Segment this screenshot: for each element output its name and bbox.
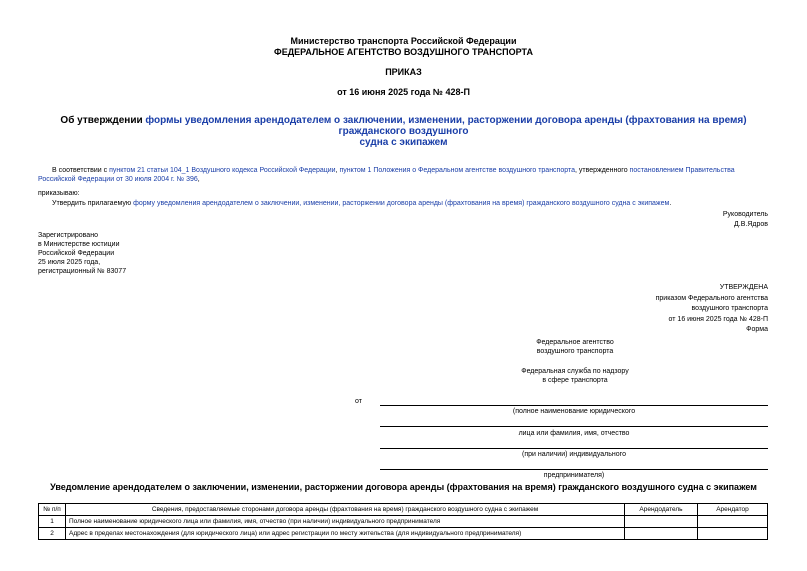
from-hint-1: (полное наименование юридического (512, 408, 636, 415)
lessor-cell[interactable] (625, 528, 698, 540)
link-agency-regulation[interactable]: пунктом 1 Положения о Федеральном агентстве воздушного транспорта (339, 167, 575, 174)
signature-role: Руководитель (722, 211, 768, 218)
addressee-agency: Федеральное агентство воздушного транспорта (536, 339, 614, 355)
document-title (30, 115, 777, 148)
lessee-cell[interactable] (698, 516, 768, 528)
from-line-1[interactable] (380, 405, 768, 406)
from-line-2[interactable] (380, 426, 768, 427)
link-government-decree-cont[interactable]: Российской Федерации от 30 июля 2004 г. № 396 (38, 176, 198, 183)
signature-name: Д.В.Ядров (734, 221, 768, 228)
registration-block: Зарегистрировано в Министерстве юстиции Российской Федерации 25 июля 2025 года, регистрационный № 83077 (38, 232, 127, 275)
from-hint-3: (при наличии) индивидуального (522, 451, 626, 458)
from-label: от (355, 398, 362, 405)
paragraph-approve: Утвердить прилагаемую форму уведомления арендодателем о заключении, изменении, расторжении договора аренды (фрахтования на время) гражданского воздушного судна с экипажем. (52, 200, 672, 207)
header-lessee: Арендатор (698, 504, 768, 516)
link-form[interactable]: форму уведомления арендодателем о заключении, изменении, расторжении договора аренды (фрахтования на время) гражданского воздушного судна с экипажем (133, 200, 670, 207)
from-hint-4: предпринимателя) (543, 472, 605, 479)
approval-block: УТВЕРЖДЕНА приказом Федерального агентства воздушного транспорта от 16 июня 2025 года № 428-П Форма (655, 284, 768, 333)
table-row (39, 528, 768, 540)
paragraph-order: приказываю: (38, 190, 80, 197)
row-number: 2 (39, 528, 66, 540)
from-hint-2: лица или фамилия, имя, отчество (518, 430, 630, 437)
link-air-code[interactable]: пунктом 21 статьи 104_1 Воздушного кодекса Российской Федерации (109, 167, 336, 174)
title-link[interactable]: формы уведомления арендодателем о заключении, изменении, расторжении договора аренды (фрахтования на время) гражданского воздушного (145, 115, 747, 137)
row-text: Адрес в пределах местонахождения (для юридического лица) или адрес регистрации по месту жительства (для индивидуального предпринимателя) (66, 528, 625, 540)
from-line-3[interactable] (380, 448, 768, 449)
header-number: № п/п (39, 504, 66, 516)
header-lessor: Арендодатель (625, 504, 698, 516)
document-type: ПРИКАЗ (385, 67, 422, 77)
agency-name: ФЕДЕРАЛЬНОЕ АГЕНТСТВО ВОЗДУШНОГО ТРАНСПОРТА (274, 47, 533, 57)
ministry-name: Министерство транспорта Российской Федерации (290, 36, 517, 46)
row-number: 1 (39, 516, 66, 528)
row-text: Полное наименование юридического лица или фамилия, имя, отчество (при наличии) индивидуального предпринимателя (66, 516, 625, 528)
table-header-row (39, 504, 768, 516)
addressee-service: Федеральная служба по надзору в сфере транспорта (521, 368, 629, 384)
table-row (39, 516, 768, 528)
title-prefix: Об утверждении (60, 115, 146, 126)
form-table (38, 503, 768, 540)
from-line-4[interactable] (380, 469, 768, 470)
document-date: от 16 июня 2025 года № 428-П (337, 87, 470, 97)
paragraph-basis: В соответствии с пунктом 21 статьи 104_1 Воздушного кодекса Российской Федерации, пунктом 1 Положения о Федеральном агентстве воздушного транспорта, утвержденного постановлением Правительства Российской Федерации от 30 июля 2004 г. № 396, (38, 167, 735, 183)
lessor-cell[interactable] (625, 516, 698, 528)
title-link-cont[interactable]: судна с экипажем (359, 137, 448, 148)
header-info: Сведения, предоставляемые сторонами договора аренды (фрахтования на время) гражданского воздушного судна с экипажем (66, 504, 625, 516)
form-title: Уведомление арендодателем о заключении, изменении, расторжении договора аренды (фрахтования на время) гражданского воздушного судна с экипажем (50, 482, 757, 492)
link-government-decree[interactable]: постановлением Правительства (629, 167, 735, 174)
lessee-cell[interactable] (698, 528, 768, 540)
